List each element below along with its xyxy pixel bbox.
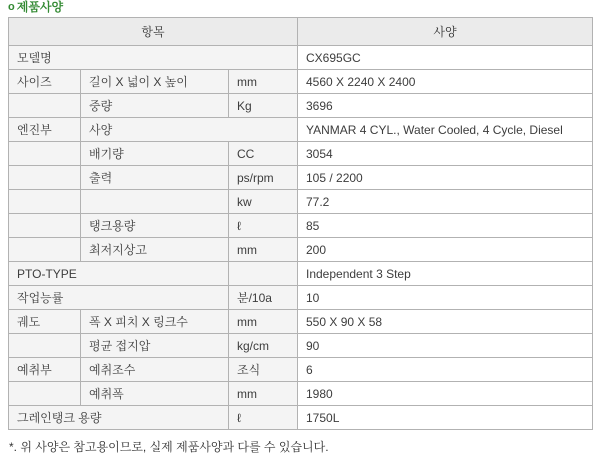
spec-item-cell xyxy=(81,190,229,214)
spec-table-body xyxy=(9,46,593,430)
spec-item-cell: 모델명 xyxy=(9,46,298,70)
spec-item-cell: ps/rpm xyxy=(229,166,298,190)
spec-item-cell: 폭 X 피치 X 링크수 xyxy=(81,310,229,334)
spec-item-cell: 그레인탱크 용량 xyxy=(9,406,229,430)
spec-item-cell: 예취폭 xyxy=(81,382,229,406)
spec-value-cell: 90 xyxy=(298,334,593,358)
spec-item-cell xyxy=(229,262,298,286)
spec-item-cell: 평균 접지압 xyxy=(81,334,229,358)
spec-row xyxy=(9,262,593,286)
spec-value-cell: 200 xyxy=(298,238,593,262)
spec-item-cell: 궤도 xyxy=(9,310,81,334)
spec-item-cell xyxy=(9,94,81,118)
spec-value-cell: 105 / 2200 xyxy=(298,166,593,190)
spec-item-cell: 분/10a xyxy=(229,286,298,310)
spec-item-cell xyxy=(9,214,81,238)
spec-item-cell: ℓ xyxy=(229,214,298,238)
spec-item-cell: Kg xyxy=(229,94,298,118)
spec-value-cell: 3696 xyxy=(298,94,593,118)
footnote: *. 위 사양은 참고용이므로, 실제 제품사양과 다를 수 있습니다. xyxy=(9,440,329,454)
spec-row xyxy=(9,118,593,142)
spec-item-cell xyxy=(9,142,81,166)
spec-row xyxy=(9,382,593,406)
spec-table xyxy=(8,17,593,430)
spec-header-value: 사양 xyxy=(298,18,593,46)
spec-value-cell: 6 xyxy=(298,358,593,382)
spec-row xyxy=(9,286,593,310)
spec-value-cell: 10 xyxy=(298,286,593,310)
spec-row xyxy=(9,70,593,94)
spec-row xyxy=(9,166,593,190)
spec-item-cell: 사양 xyxy=(81,118,298,142)
spec-item-cell: 탱크용량 xyxy=(81,214,229,238)
spec-item-cell xyxy=(9,166,81,190)
spec-row xyxy=(9,238,593,262)
spec-value-cell: 550 X 90 X 58 xyxy=(298,310,593,334)
spec-item-cell: 길이 X 넓이 X 높이 xyxy=(81,70,229,94)
spec-row xyxy=(9,358,593,382)
spec-header-row xyxy=(9,18,593,46)
spec-item-cell: 중량 xyxy=(81,94,229,118)
spec-row xyxy=(9,94,593,118)
spec-row xyxy=(9,334,593,358)
spec-item-cell: kw xyxy=(229,190,298,214)
spec-row xyxy=(9,190,593,214)
section-title-label: 제품사양 xyxy=(16,0,64,14)
spec-item-cell: 배기량 xyxy=(81,142,229,166)
spec-item-cell: kg/cm xyxy=(229,334,298,358)
spec-row xyxy=(9,214,593,238)
spec-item-cell: mm xyxy=(229,238,298,262)
spec-header-item: 항목 xyxy=(9,18,298,46)
spec-item-cell: 조식 xyxy=(229,358,298,382)
spec-item-cell: CC xyxy=(229,142,298,166)
bullet-icon: o xyxy=(8,1,15,13)
spec-value-cell: Independent 3 Step xyxy=(298,262,593,286)
spec-item-cell xyxy=(9,238,81,262)
spec-value-cell: CX695GC xyxy=(298,46,593,70)
spec-item-cell xyxy=(9,190,81,214)
spec-item-cell: mm xyxy=(229,382,298,406)
spec-value-cell: 1750L xyxy=(298,406,593,430)
spec-item-cell: PTO-TYPE xyxy=(9,262,229,286)
spec-item-cell: 엔진부 xyxy=(9,118,81,142)
spec-item-cell: ℓ xyxy=(229,406,298,430)
spec-value-cell: 85 xyxy=(298,214,593,238)
spec-value-cell: 3054 xyxy=(298,142,593,166)
spec-item-cell: 예취조수 xyxy=(81,358,229,382)
spec-value-cell: YANMAR 4 CYL., Water Cooled, 4 Cycle, Diesel xyxy=(298,118,593,142)
spec-item-cell: 최저지상고 xyxy=(81,238,229,262)
spec-row xyxy=(9,310,593,334)
spec-item-cell: 작업능률 xyxy=(9,286,229,310)
spec-row xyxy=(9,142,593,166)
spec-item-cell xyxy=(9,382,81,406)
spec-item-cell xyxy=(9,334,81,358)
spec-item-cell: 사이즈 xyxy=(9,70,81,94)
section-title xyxy=(8,1,592,14)
spec-row xyxy=(9,46,593,70)
spec-item-cell: 예취부 xyxy=(9,358,81,382)
spec-row xyxy=(9,406,593,430)
spec-item-cell: 출력 xyxy=(81,166,229,190)
spec-item-cell: mm xyxy=(229,310,298,334)
spec-value-cell: 77.2 xyxy=(298,190,593,214)
spec-value-cell: 4560 X 2240 X 2400 xyxy=(298,70,593,94)
spec-item-cell: mm xyxy=(229,70,298,94)
spec-value-cell: 1980 xyxy=(298,382,593,406)
